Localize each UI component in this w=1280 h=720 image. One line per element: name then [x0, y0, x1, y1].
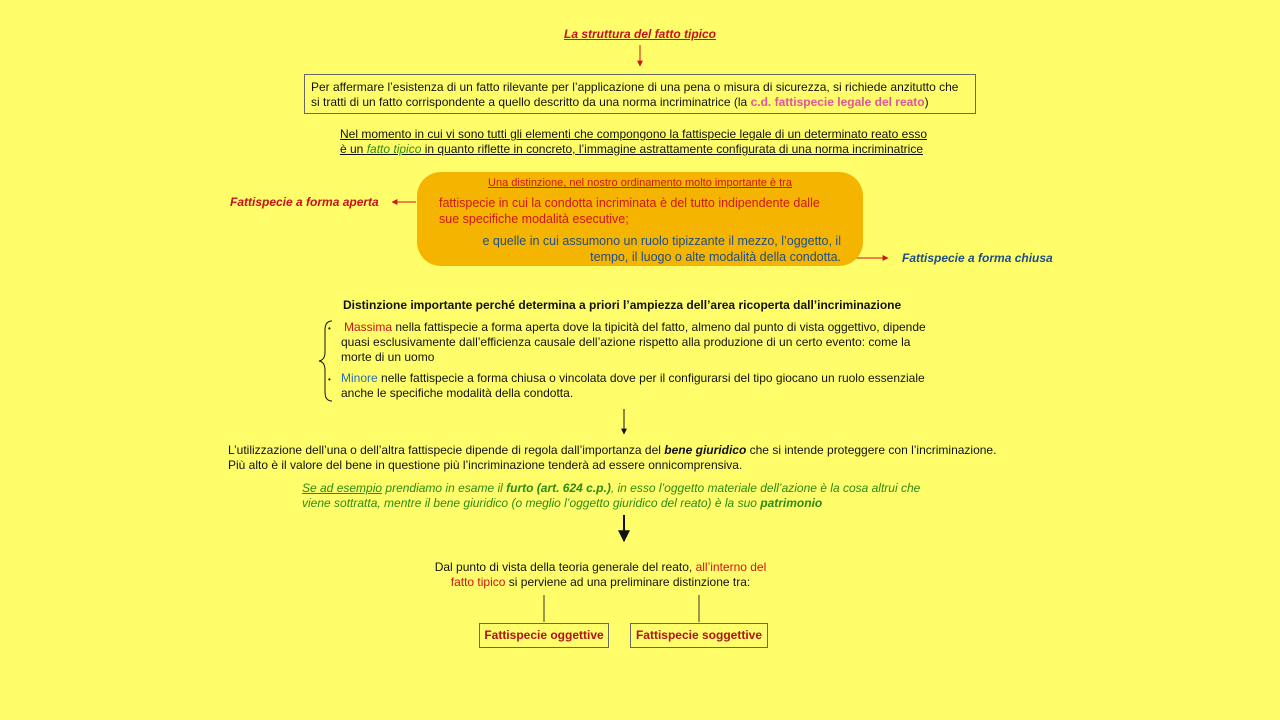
example-furto: furto (art. 624 c.p.) — [506, 481, 611, 495]
minore-word: Minore — [341, 371, 378, 385]
distinction-header: Una distinzione, nel nostro ordinamento molto importante è tra — [488, 177, 792, 189]
example-patrimonio: patrimonio — [760, 496, 823, 510]
bullet-icon: • — [328, 375, 331, 384]
distinction-closed-text: e quelle in cui assumono un ruolo tipizzante il mezzo, l’oggetto, il tempo, il luogo o alte modalità della condotta. — [482, 234, 841, 264]
example-b: , in esso l’oggetto materiale dell’azione è la cosa altrui che viene sottratta, mentre il bene giuridico (o meglio l’oggetto giuridico del reato) è la suo — [302, 481, 921, 510]
example-a: prendiamo in esame il — [382, 481, 507, 495]
theory-red: all’interno del fatto tipico — [450, 560, 767, 589]
label-forma-aperta: Fattispecie a forma aperta — [230, 195, 379, 209]
box-fattispecie-oggettive: Fattispecie oggettive — [479, 623, 609, 648]
example-paragraph — [302, 481, 942, 511]
bene-b: che si intende proteggere con l’incriminazione. — [746, 443, 997, 457]
moment-paragraph — [340, 127, 960, 157]
bullet-icon: • — [328, 324, 331, 333]
massima-text: nella fattispecie a forma aperta dove la tipicità del fatto, almeno dal punto di vista oggettivo, dipende quasi esclusivamente dall’efficienza causale dell’azione rispetto alla produzione di un certo evento: come la morte di un uomo — [341, 320, 926, 364]
bene-a: L’utilizzazione dell’una o dell’altra fattispecie dipende di regola dall’importanza del — [228, 443, 665, 457]
moment-line2-b: in quanto riflette in concreto, l’immagine astrattamente configurata di una norma incriminatrice — [421, 142, 923, 156]
moment-line2 — [340, 142, 960, 157]
bene-line2: Più alto è il valore del bene in questione più l’incriminazione tenderà ad essere onnicomprensiva. — [228, 458, 743, 472]
distinction-open-text: fattispecie in cui la condotta incriminata è del tutto indipendente dalle sue specifiche modalità esecutive; — [439, 196, 820, 226]
minore-text: nelle fattispecie a forma chiusa o vincolata dove per il configurarsi del tipo giocano un ruolo essenziale anche le specifiche modalità della condotta. — [341, 371, 925, 400]
minore-item — [341, 371, 941, 401]
example-lead: Se ad esempio — [302, 481, 383, 495]
curly-brace — [319, 321, 332, 401]
moment-line2-a: è un — [340, 142, 367, 156]
label-forma-chiusa: Fattispecie a forma chiusa — [902, 251, 1053, 265]
bene-giuridico: bene giuridico — [664, 443, 747, 457]
intro-close: ) — [924, 95, 929, 109]
moment-line1: Nel momento in cui vi sono tutti gli elementi che compongono la fattispecie legale di un determinato reato esso — [340, 127, 927, 141]
intro-highlight: c.d. fattispecie legale del reato — [750, 95, 925, 109]
distinction-pill — [417, 172, 863, 266]
moment-fatto-tipico: fatto tipico — [366, 142, 422, 156]
massima-word: Massima — [344, 320, 393, 334]
importance-heading: Distinzione importante perché determina a priori l’ampiezza dell’area ricoperta dall’incriminazione — [343, 298, 902, 312]
theory-b: si perviene ad una preliminare distinzione tra: — [505, 575, 751, 589]
intro-box — [304, 74, 976, 114]
theory-a: Dal punto di vista della teoria generale del reato, — [434, 560, 696, 574]
bene-paragraph — [228, 443, 1048, 473]
intro-text: Per affermare l’esistenza di un fatto rilevante per l’applicazione di una pena o misura di sicurezza, si richiede anzitutto che si tratti di un fatto corrispondente a quello descritto da una norma incriminatrice (la — [311, 80, 959, 109]
massima-item — [341, 320, 941, 365]
box-fattispecie-soggettive: Fattispecie soggettive — [630, 623, 768, 648]
theory-paragraph — [428, 560, 773, 590]
page-title: La struttura del fatto tipico — [563, 27, 716, 41]
